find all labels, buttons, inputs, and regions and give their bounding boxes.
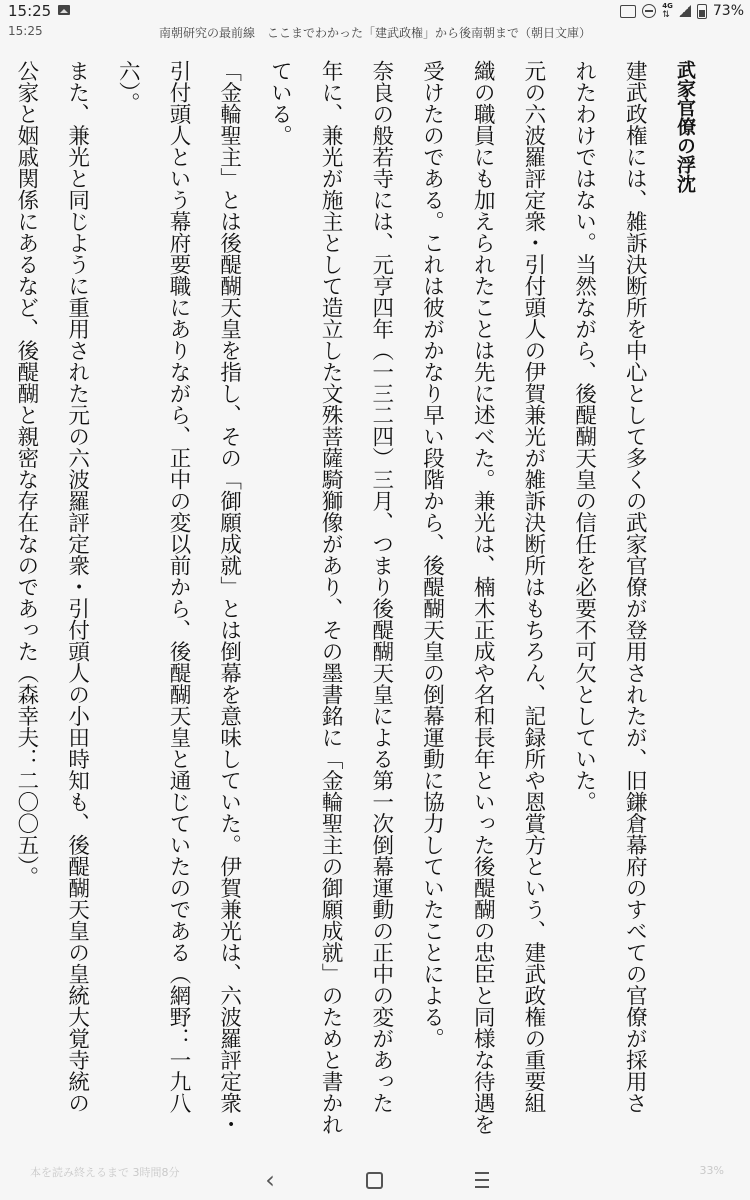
text-line: 建武政権には、雑訴決断所を中心として多くの武家官僚が登用されたが、旧鎌倉幕府のすべての官僚が採用さ — [622, 60, 648, 1114]
home-button[interactable] — [352, 1166, 396, 1194]
reader-time: 15:25 — [8, 24, 43, 38]
section-heading: 武家官僚の浮沈 — [674, 60, 696, 193]
chevron-left-icon: ‹ — [265, 1166, 275, 1194]
status-time: 15:25 — [8, 2, 52, 20]
text-line: 元の六波羅評定衆・引付頭人の伊賀兼光が雑訴決断所はもちろん、記録所や恩賞方という、建武政権の重要組 — [520, 60, 546, 1114]
text-line: 奈良の般若寺には、元亨四年（一三二四）三月、つまり後醍醐天皇による第一次倒幕運動の正中の変があった — [368, 60, 394, 1114]
recent-apps-icon — [475, 1172, 489, 1188]
image-notification-icon — [58, 5, 70, 15]
text-line: ている。 — [267, 60, 293, 146]
book-title: 南朝研究の最前線 ここまでわかった「建武政権」から後南朝まで（朝日文庫） — [158, 26, 591, 40]
text-line: 六）。 — [115, 60, 141, 114]
back-button[interactable] — [248, 1166, 292, 1194]
text-line: 受けたのである。これは彼がかなり早い段階から、後醍醐天皇の倒幕運動に協力していたことによる。 — [419, 60, 445, 1049]
status-bar — [0, 0, 750, 22]
text-line: また、兼光と同じように重用された元の六波羅評定衆・引付頭人の小田時知も、後醍醐天皇の皇統大覚寺統の — [64, 60, 90, 1114]
text-line: 「金輪聖主」とは後醍醐天皇を指し、その「御願成就」とは倒幕を意味していた。伊賀兼光は、六波羅評定衆・ — [216, 60, 242, 1135]
android-nav-bar — [0, 1160, 750, 1200]
home-icon — [366, 1172, 383, 1189]
network-type-icon: 4G ⇅ — [662, 2, 673, 20]
book-page[interactable] — [13, 60, 710, 1140]
screen-icon — [620, 5, 636, 18]
progress-percent: 33% — [699, 1164, 724, 1177]
text-line: 引付頭人という幕府要職にありながら、正中の変以前から、後醍醐天皇と通じていたのである（網野：一九八 — [165, 60, 191, 1114]
status-icons — [620, 2, 744, 20]
text-line: れたわけではない。当然ながら、後醍醐天皇の信任を必要不可欠としていた。 — [571, 60, 597, 813]
recent-apps-button[interactable] — [460, 1166, 504, 1194]
battery-percent: 73% — [712, 3, 744, 19]
text-line: 織の職員にも加えられたことは先に述べた。兼光は、楠木正成や名和長年といった後醍醐の忠臣と同様な待遇を — [470, 60, 496, 1135]
time-left-hint: 本を読み終えるまで 3時間8分 — [30, 1166, 180, 1179]
text-line: 公家と姻戚関係にあるなど、後醍醐と親密な存在なのであった（森幸夫：二〇〇五）。 — [13, 60, 39, 888]
text-line: 年に、兼光が施主として造立した文殊菩薩騎獅像があり、その墨書銘に「金輪聖主の御願成就」のためと書かれ — [318, 60, 344, 1135]
do-not-disturb-icon — [642, 4, 656, 18]
signal-icon — [679, 5, 691, 17]
battery-icon — [697, 4, 707, 19]
